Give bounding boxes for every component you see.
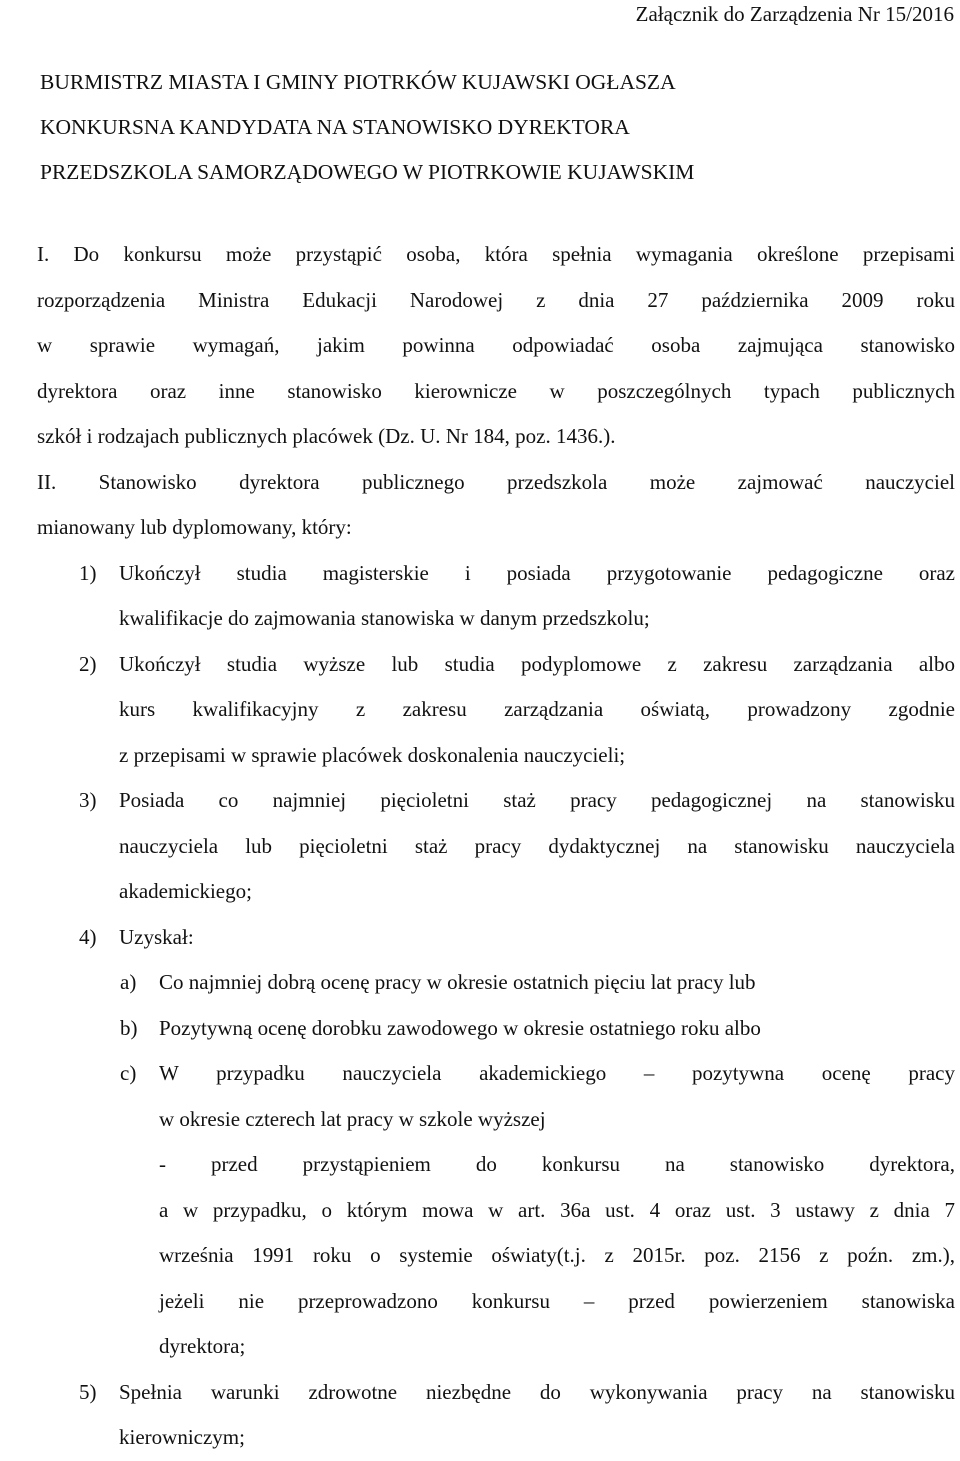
section-1 xyxy=(37,232,955,460)
dash-line: jeżeli nie przeprowadzono konkursu – przed powierzeniem stanowiska xyxy=(159,1288,955,1313)
item-number: 3) xyxy=(79,788,97,812)
subitem-line: w okresie czterech lat pracy w szkole wyższej xyxy=(159,1106,546,1131)
item-line: kurs kwalifikacyjny z zakresu zarządzania oświatą, prowadzony zgodnie xyxy=(119,697,955,721)
section-1-line: rozporządzenia Ministra Edukacji Narodowej z dnia 27 października 2009 roku xyxy=(37,287,955,312)
section-2-line: mianowany lub dyplomowany, który: xyxy=(37,515,352,539)
subitem-line: Co najmniej dobrą ocenę pracy w okresie ostatnich pięciu lat pracy lub xyxy=(159,970,756,994)
section-1-line: w sprawie wymagań, jakim powinna odpowiadać osoba zajmująca stanowisko xyxy=(37,333,955,357)
title-line-1: BURMISTRZ MIASTA I GMINY PIOTRKÓW KUJAWSKI OGŁASZA xyxy=(40,70,676,94)
subitem-line: W przypadku nauczyciela akademickiego – pozytywna ocenę pracy xyxy=(159,1061,955,1085)
requirement-item-5 xyxy=(37,1370,955,1461)
subitem-c xyxy=(37,1051,955,1142)
requirement-item-3 xyxy=(37,778,955,915)
item-number: 1) xyxy=(79,560,97,585)
item-line: Ukończył studia magisterskie i posiada przygotowanie pedagogiczne oraz xyxy=(119,560,955,585)
item-line: Uzyskał: xyxy=(119,924,194,949)
item-line: kierowniczym; xyxy=(119,1425,245,1449)
subitem-letter: a) xyxy=(120,970,137,994)
announcement-title xyxy=(40,60,920,195)
subitem-letter: b) xyxy=(120,1015,138,1040)
section-1-line: I. Do konkursu może przystąpić osoba, która spełnia wymagania określone przepisami xyxy=(37,242,955,266)
dash-line: - przed przystąpieniem do konkursu na stanowisko dyrektora, xyxy=(159,1152,955,1176)
timing-condition-paragraph xyxy=(37,1142,955,1370)
annex-reference: Załącznik do Zarządzenia Nr 15/2016 xyxy=(635,2,954,26)
section-1-line: szkół i rodzajach publicznych placówek (Dz. U. Nr 184, poz. 1436.). xyxy=(37,424,616,448)
subitem-line: Pozytywną ocenę dorobku zawodowego w okresie ostatniego roku albo xyxy=(159,1015,761,1040)
item-line: nauczyciela lub pięcioletni staż pracy dydaktycznej na stanowisku nauczyciela xyxy=(119,833,955,858)
section-1-line: dyrektora oraz inne stanowisko kierownicze w poszczególnych typach publicznych xyxy=(37,378,955,403)
subitem-b xyxy=(37,1006,955,1052)
item-line: kwalifikacje do zajmowania stanowiska w danym przedszkolu; xyxy=(119,606,650,630)
section-2 xyxy=(37,460,955,551)
item-line: Spełnia warunki zdrowotne niezbędne do wykonywania pracy na stanowisku xyxy=(119,1379,955,1404)
subitem-letter: c) xyxy=(120,1061,137,1085)
item-line: akademickiego; xyxy=(119,879,252,903)
requirement-item-1 xyxy=(37,551,955,642)
item-line: Posiada co najmniej pięcioletni staż pracy pedagogicznej na stanowisku xyxy=(119,788,955,812)
document-body xyxy=(37,232,955,1461)
dash-line: dyrektora; xyxy=(159,1334,246,1358)
section-2-line: II. Stanowisko dyrektora publicznego przedszkola może zajmować nauczyciel xyxy=(37,469,955,494)
dash-line: a w przypadku, o którym mowa w art. 36a ust. 4 oraz ust. 3 ustawy z dnia 7 xyxy=(159,1197,955,1222)
item-number: 4) xyxy=(79,924,97,949)
item-line: Ukończył studia wyższe lub studia podyplomowe z zakresu zarządzania albo xyxy=(119,651,955,676)
title-line-2: KONKURSNA KANDYDATA NA STANOWISKO DYREKTORA xyxy=(40,115,630,139)
title-line-3: PRZEDSZKOLA SAMORZĄDOWEGO W PIOTRKOWIE KUJAWSKIM xyxy=(40,160,695,184)
dash-line: września 1991 roku o systemie oświaty(t.j. z 2015r. poz. 2156 z poźn. zm.), xyxy=(159,1243,955,1267)
item-line: z przepisami w sprawie placówek doskonalenia nauczycieli; xyxy=(119,742,626,767)
requirement-item-4 xyxy=(37,915,955,961)
subitem-a xyxy=(37,960,955,1006)
item-number: 5) xyxy=(79,1379,97,1404)
requirement-item-2 xyxy=(37,642,955,779)
item-number: 2) xyxy=(79,651,97,676)
